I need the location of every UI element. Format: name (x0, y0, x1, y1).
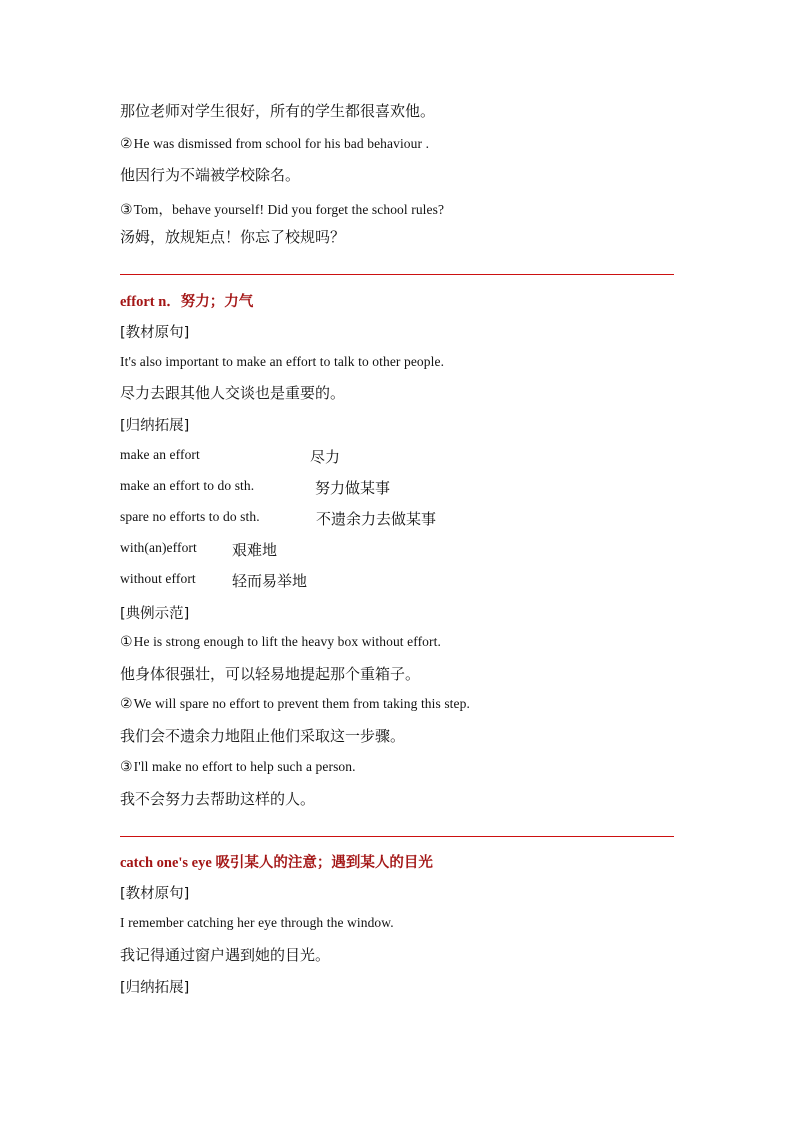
example-2-en (120, 696, 470, 712)
textbook-zh: 我记得通过窗户遇到她的目光。 (120, 946, 331, 964)
example-number: ② (120, 696, 133, 712)
heading-en: effort n． (120, 294, 181, 310)
phrase-en: with(an)effort (120, 540, 197, 555)
section-divider (120, 836, 674, 837)
example-number: ③ (120, 202, 133, 218)
example-1-zh: 他身体很强壮，可以轻易地提起那个重箱子。 (120, 665, 421, 683)
textbook-en: It's also important to make an effort to talk to other people. (120, 354, 445, 369)
phrase-zh: 轻而易举地 (232, 572, 308, 590)
textbook-zh: 尽力去跟其他人交谈也是重要的。 (120, 384, 346, 402)
textbook-en: I remember catching her eye through the window. (120, 915, 394, 930)
example-3-en (120, 759, 356, 775)
label-examples: [典例示范] (120, 606, 190, 622)
example-number: ② (120, 136, 133, 152)
phrase-en: without effort (120, 571, 196, 586)
example-number: ① (120, 634, 133, 650)
label-textbook: [教材原句] (120, 886, 190, 902)
sentence-zh: 那位老师对学生很好，所有的学生都很喜欢他。 (120, 102, 436, 120)
entry-heading-catch-ones-eye (120, 851, 433, 872)
section-divider (120, 274, 674, 275)
phrase-en: make an effort to do sth. (120, 478, 255, 493)
heading-zh: 努力；力气 (180, 294, 254, 310)
example-2-en (120, 136, 429, 152)
entry-heading-effort (120, 290, 253, 311)
example-1-en (120, 634, 441, 650)
label-extension: [归纳拓展] (120, 980, 190, 996)
phrase-zh: 不遗余力去做某事 (316, 510, 437, 528)
example-2-zh: 我们会不遗余力地阻止他们采取这一步骤。 (120, 727, 406, 745)
example-2-zh: 他因行为不端被学校除名。 (120, 166, 301, 184)
phrase-en: make an effort (120, 447, 200, 462)
example-text: We will spare no effort to prevent them from taking this step. (133, 696, 470, 711)
example-text: He was dismissed from school for his bad behaviour . (133, 136, 430, 151)
label-extension: [归纳拓展] (120, 418, 190, 434)
phrase-en: spare no efforts to do sth. (120, 509, 260, 524)
example-text: Tom，behave yourself! Did you forget the school rules? (133, 202, 445, 217)
heading-en: catch one's eye (120, 855, 212, 871)
phrase-zh: 努力做某事 (315, 479, 391, 497)
example-text: I'll make no effort to help such a person. (133, 759, 356, 774)
example-text: He is strong enough to lift the heavy box without effort. (133, 634, 441, 649)
label-textbook: [教材原句] (120, 325, 190, 341)
example-3-en (120, 198, 444, 218)
example-3-zh: 汤姆，放规矩点！你忘了校规吗？ (120, 228, 346, 246)
example-number: ③ (120, 759, 133, 775)
heading-zh: 吸引某人的注意；遇到某人的目光 (215, 855, 433, 871)
example-3-zh: 我不会努力去帮助这样的人。 (120, 790, 316, 808)
phrase-zh: 尽力 (310, 448, 341, 466)
phrase-zh: 艰难地 (232, 541, 278, 559)
